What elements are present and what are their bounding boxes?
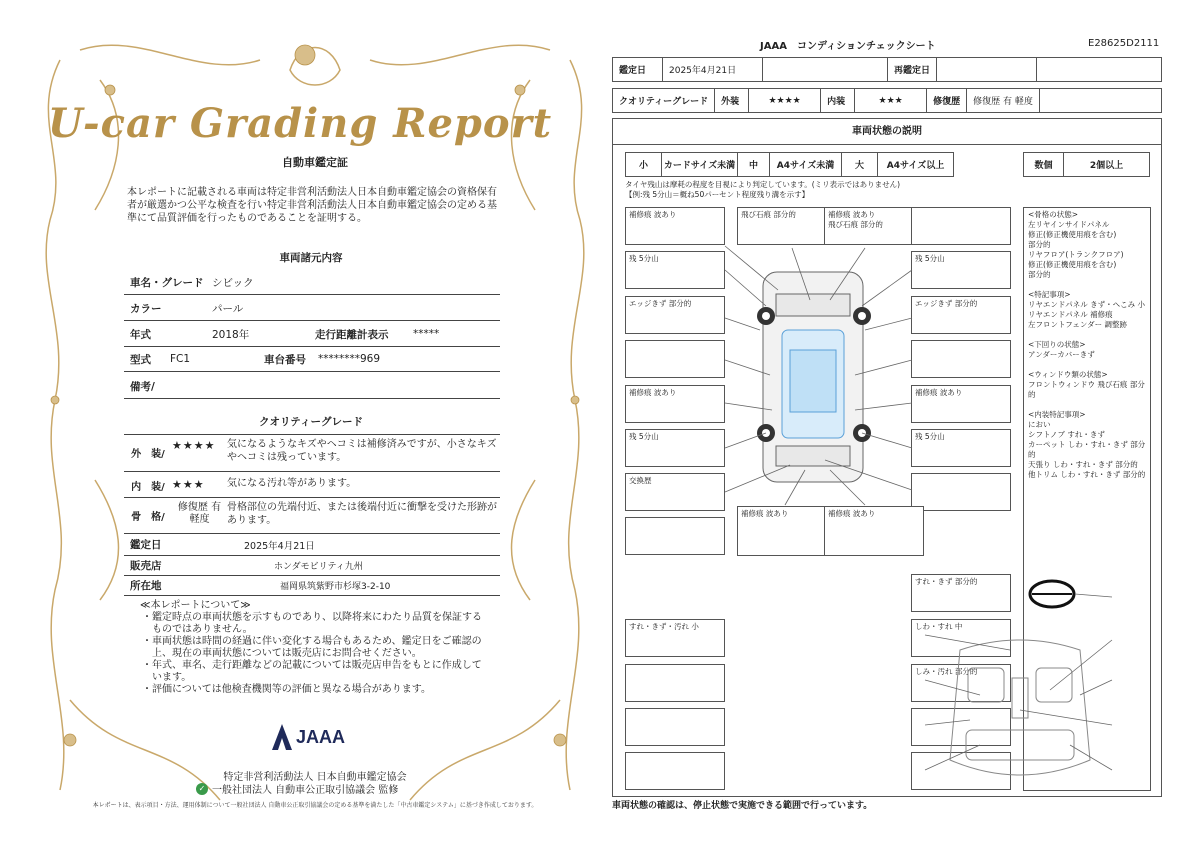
sheet-title: JAAA コンディションチェックシート (760, 41, 936, 52)
damage-box: 補修痕 波あり (737, 506, 837, 556)
spec-row-model (124, 347, 500, 372)
damage-box: 補修痕 波あり (625, 385, 725, 423)
org-name-2-row (196, 781, 398, 796)
spec-row-remarks (124, 374, 500, 399)
blank-cell (763, 58, 888, 82)
name-value: シビック (212, 276, 254, 289)
address-value: 福岡県筑紫野市杉塚3-2-10 (280, 582, 391, 592)
model-value: FC1 (170, 353, 191, 365)
side-notes-panel (1023, 207, 1151, 791)
interior-box (911, 708, 1011, 746)
quality-grade-label: クオリティーグレード (613, 89, 715, 113)
interior-box: すれ・きず 部分的 (911, 574, 1011, 612)
damage-box: 残 5分山 (911, 429, 1011, 467)
inspection-date-value: 2025年4月21日 (663, 58, 763, 82)
bottom-right-scroll (410, 700, 560, 800)
note-item: ・鑑定時点の車両状態を示すものであり、以降将来にわたり品質を保証するものではありません。 (142, 612, 482, 635)
frame-condition-note: <骨格の状態> 左リヤインサイドパネル 修正(修正機使用痕を含む) 部分的 リヤフロア(トランクフロア) 修正(修正機使用痕を含む) 部分的 (1028, 210, 1124, 279)
blank-cell (1039, 89, 1161, 113)
section-title: 車両状態の説明 (613, 119, 1161, 145)
inspection-date-label: 鑑定日 (613, 58, 663, 82)
sheet-doc-id: E28625D2111 (1088, 38, 1160, 49)
frame-desc: 骨格部位の先端付近、または後端付近に衝撃を受けた形跡があります。 (227, 502, 497, 526)
special-notes: <特記事項> リヤエンドパネル きず・へこみ 小 リヤエンドパネル 補修痕 左フロントフェンダー 調整跡 (1028, 290, 1145, 329)
interior-box (625, 664, 725, 702)
grade-table (612, 88, 1162, 113)
reinspection-date-value (937, 58, 1037, 82)
color-value: パール (212, 302, 244, 315)
interior-box: しみ・汚れ 部分的 (911, 664, 1011, 702)
jaaa-logo (272, 724, 345, 750)
legend-large: 大 (842, 153, 878, 177)
legend-small-desc: カードサイズ未満 (662, 153, 738, 177)
vehicle-condition-section (612, 118, 1162, 797)
jaaa-emblem-icon (272, 724, 292, 750)
damage-box (911, 340, 1011, 378)
interior-desc: 気になる汚れ等があります。 (227, 478, 357, 489)
check-badge-icon: ✓ (196, 783, 208, 795)
date-value: 2025年4月21日 (244, 540, 315, 552)
certificate-title: U-car Grading Report (47, 100, 553, 147)
repair-value: 修復歴 有 軽度 (967, 89, 1040, 113)
legend-medium: 中 (738, 153, 770, 177)
damage-box (911, 207, 1011, 245)
damage-box: 補修痕 波あり (625, 207, 725, 245)
date-label: 鑑定日 (130, 539, 162, 551)
int-label: 内装 (821, 89, 855, 113)
dealer-value: ホンダモビリティ九州 (274, 562, 363, 572)
certificate-intro: 本レポートに記載される車両は特定非営利活動法人日本自動車鑑定協会の資格保有者が厳選かつ公平な検査を行い特定非営利活動法人日本自動車鑑定協会の定める基準にて品質評価を行ったものであることを証明する。 (127, 187, 497, 224)
org-name-2: 一般社団法人 自動車公正取引協議会 監修 (212, 785, 399, 796)
chassis-label: 車台番号 (264, 353, 306, 366)
year-value: 2018年 (212, 328, 250, 341)
note-item: ・評価については他検査機関等の評価と異なる場合があります。 (142, 684, 431, 695)
notes-heading: ≪本レポートについて≫ (140, 600, 251, 611)
remarks-label: 備考/ (130, 380, 155, 393)
crest-medallion (295, 45, 315, 65)
date-table (612, 57, 1162, 82)
spec-heading: 車両諸元内容 (279, 252, 343, 264)
note-item: ・車両状態は時間の経過に伴い変化する場合もあるため、鑑定日をご確認の上、現在の車両状態については販売店にお問合せください。 (142, 636, 482, 659)
certificate-subtitle: 自動車鑑定証 (282, 156, 348, 169)
spec-row-color (124, 296, 500, 321)
exterior-stars: ★★★★ (172, 439, 216, 452)
interior-box: すれ・きず・汚れ 小 (625, 619, 725, 657)
spec-row-name (124, 270, 500, 295)
damage-box: 飛び石痕 部分的 (737, 207, 837, 245)
int-stars: ★★★ (855, 89, 927, 113)
ext-label: 外装 (715, 89, 749, 113)
tire-note (625, 180, 900, 200)
interior-box (625, 708, 725, 746)
count-legend-table (1023, 152, 1150, 177)
top-right-scroll (370, 45, 550, 65)
damage-box: 残 5分山 (911, 251, 1011, 289)
damage-box: エッジきず 部分的 (911, 296, 1011, 334)
damage-box: 交換歴 (625, 473, 725, 511)
model-label: 型式 (130, 353, 151, 366)
sheet-footer: 車両状態の確認は、停止状態で実施できる範囲で行っています。 (612, 801, 873, 811)
info-row-dealer (124, 556, 500, 576)
mileage-value: ***** (413, 328, 440, 340)
top-left-scroll (80, 45, 260, 65)
damage-box (911, 473, 1011, 511)
underbody-note: <下回りの状態> アンダーカバーきず (1028, 340, 1095, 359)
blank-cell (1037, 58, 1162, 82)
reinspection-date-label: 再鑑定日 (888, 58, 937, 82)
damage-box: 補修痕 波あり (911, 385, 1011, 423)
address-label: 所在地 (130, 580, 162, 592)
interior-box: しわ・すれ 中 (911, 619, 1011, 657)
quality-heading: クオリティーグレード (259, 416, 363, 428)
notes-block (140, 600, 490, 696)
spec-row-year (124, 322, 500, 347)
damage-box: 残 5分山 (625, 251, 725, 289)
damage-box: 補修痕 波あり 飛び石痕 部分的 (824, 207, 924, 245)
color-label: カラー (130, 302, 162, 315)
interior-special-note: <内装特記事項> におい シフトノブ すれ・きず カーペット しわ・すれ・きず 部分的 天張り しわ・すれ・きず 部分的 他トリム しわ・すれ・きず 部分的 (1028, 410, 1146, 479)
damage-box (625, 517, 725, 555)
info-row-address (124, 576, 500, 596)
interior-label: 内 装/ (131, 482, 165, 493)
condition-check-sheet (600, 0, 1200, 848)
interior-box (911, 752, 1011, 790)
tire-note-line2: 【例:残 5分山＝概ね50パーセント程度残り溝を示す】 (625, 190, 810, 199)
note-item: ・年式、車名、走行距離などの記載については販売店申告をもとに作成しています。 (142, 660, 482, 683)
legend-small: 小 (626, 153, 662, 177)
damage-box: エッジきず 部分的 (625, 296, 725, 334)
org-name-1: 特定非営利活動法人 日本自動車鑑定協会 (223, 772, 407, 783)
name-label: 車名・グレード (130, 276, 204, 289)
interior-box (625, 752, 725, 790)
mileage-label: 走行距離計表示 (315, 328, 389, 341)
repair-label: 修復歴 (927, 89, 967, 113)
damage-box (625, 340, 725, 378)
legend-medium-desc: A4サイズ未満 (770, 153, 842, 177)
frame-label: 骨 格/ (131, 512, 165, 523)
exterior-desc: 気になるようなキズやヘコミは補修済みですが、小さなキズやヘコミは残っています。 (227, 439, 497, 463)
grade-row-exterior (124, 434, 500, 472)
certificate-footnote: 本レポートは、表示項目・方法、運用体制について一般社団法人 自動車公正取引協議会の定める基準を満たした「中古車鑑定システム」に基づき作成しております。 (92, 802, 538, 809)
damage-box: 補修痕 波あり (824, 506, 924, 556)
chassis-value: ********969 (318, 353, 381, 365)
tire-note-line1: タイヤ残山は摩耗の程度を目視により判定しています。(ミリ表示ではありません) (625, 180, 901, 189)
info-row-date (124, 534, 500, 556)
legend-large-desc: A4サイズ以上 (878, 153, 954, 177)
interior-stars: ★★★ (172, 478, 205, 491)
window-note: <ウィンドウ類の状態> フロントウィンドウ 飛び石痕 部分的 (1028, 370, 1145, 399)
size-legend-table (625, 152, 954, 177)
grade-row-frame (124, 498, 500, 534)
dealer-label: 販売店 (130, 560, 162, 572)
legend-count: 数個 (1024, 153, 1064, 177)
damage-box: 残 5分山 (625, 429, 725, 467)
year-label: 年式 (130, 328, 151, 341)
exterior-label: 外 装/ (131, 449, 165, 460)
frame-status: 修復歴 有 軽度 (177, 502, 222, 525)
legend-count-desc: 2個以上 (1064, 153, 1150, 177)
grade-row-interior (124, 472, 500, 498)
ext-stars: ★★★★ (749, 89, 821, 113)
jaaa-logo-text: JAAA (296, 726, 346, 747)
